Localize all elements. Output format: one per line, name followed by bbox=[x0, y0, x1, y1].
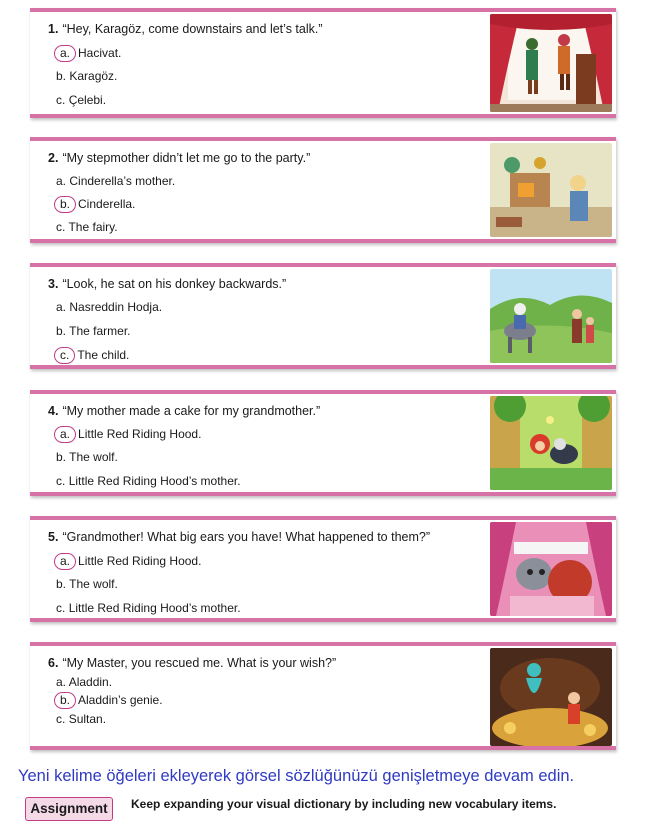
option-c[interactable] bbox=[56, 474, 241, 488]
option-b[interactable] bbox=[54, 692, 163, 709]
card-top-bar bbox=[30, 8, 616, 12]
question-quote: “Hey, Karagöz, come downstairs and let’s talk.” bbox=[62, 22, 323, 36]
option-a[interactable] bbox=[54, 45, 121, 62]
question-number: 3. bbox=[48, 277, 59, 291]
shadow-play-illustration bbox=[490, 14, 612, 112]
answer-circle: c. bbox=[54, 347, 75, 364]
option-letter: c. bbox=[56, 601, 66, 615]
option-text: The wolf. bbox=[69, 450, 118, 464]
option-letter: a. bbox=[56, 675, 67, 689]
option-letter: a. bbox=[56, 174, 67, 188]
aladdin-genie-illustration bbox=[490, 648, 612, 746]
red-riding-hood-forest-illustration bbox=[490, 396, 612, 490]
question-card-2 bbox=[30, 137, 616, 243]
option-letter: b. bbox=[56, 577, 67, 591]
question-quote: “Look, he sat on his donkey backwards.” bbox=[62, 277, 287, 291]
assignment-text: Keep expanding your visual dictionary by including new vocabulary items. bbox=[131, 797, 557, 811]
answer-circle: a. bbox=[54, 426, 76, 443]
question-number: 2. bbox=[48, 151, 59, 165]
wolf-in-bed-illustration bbox=[490, 522, 612, 616]
question-text bbox=[48, 656, 336, 671]
question-card-5 bbox=[30, 516, 616, 622]
cinderella-kitchen-illustration bbox=[490, 143, 612, 237]
answer-circle: a. bbox=[54, 45, 76, 62]
option-b[interactable] bbox=[54, 196, 135, 213]
option-text: Aladdin. bbox=[68, 675, 113, 689]
answer-circle: b. bbox=[54, 196, 76, 213]
question-text bbox=[48, 530, 430, 545]
option-text: Aladdin’s genie. bbox=[78, 693, 163, 707]
option-letter: c. bbox=[56, 220, 66, 234]
card-bottom-bar bbox=[30, 492, 616, 496]
option-letter: c. bbox=[56, 712, 66, 726]
option-text: Cinderella’s mother. bbox=[69, 174, 176, 188]
option-letter: b. bbox=[56, 324, 67, 338]
question-number: 5. bbox=[48, 530, 59, 544]
question-quote: “My Master, you rescued me. What is your wish?” bbox=[62, 656, 337, 670]
option-a[interactable] bbox=[56, 174, 175, 188]
question-text bbox=[48, 22, 323, 37]
option-text: The child. bbox=[77, 348, 130, 362]
option-letter: b. bbox=[56, 69, 67, 83]
card-top-bar bbox=[30, 642, 616, 646]
option-a[interactable] bbox=[56, 300, 162, 314]
option-text: The wolf. bbox=[69, 577, 118, 591]
option-text: Little Red Riding Hood’s mother. bbox=[68, 474, 241, 488]
card-top-bar bbox=[30, 390, 616, 394]
card-bottom-bar bbox=[30, 365, 616, 369]
question-card-3 bbox=[30, 263, 616, 369]
option-text: Cinderella. bbox=[78, 197, 136, 211]
option-text: Little Red Riding Hood. bbox=[78, 427, 202, 441]
question-number: 6. bbox=[48, 656, 59, 670]
option-text: Sultan. bbox=[68, 712, 107, 726]
option-a[interactable] bbox=[54, 553, 201, 570]
option-text: Little Red Riding Hood’s mother. bbox=[68, 601, 241, 615]
question-text bbox=[48, 404, 320, 419]
question-number: 4. bbox=[48, 404, 59, 418]
turkish-instruction: Yeni kelime öğeleri ekleyerek görsel sözlüğünüzü genişletmeye devam edin. bbox=[18, 767, 575, 785]
card-top-bar bbox=[30, 263, 616, 267]
option-a[interactable] bbox=[54, 426, 201, 443]
option-text: Karagöz. bbox=[69, 69, 118, 83]
option-b[interactable] bbox=[56, 69, 117, 83]
option-b[interactable] bbox=[56, 450, 118, 464]
option-text: The fairy. bbox=[68, 220, 118, 234]
option-letter: a. bbox=[56, 300, 67, 314]
question-number: 1. bbox=[48, 22, 59, 36]
question-text bbox=[48, 151, 310, 166]
option-c[interactable] bbox=[54, 347, 129, 364]
answer-circle: a. bbox=[54, 553, 76, 570]
hodja-donkey-illustration bbox=[490, 269, 612, 363]
card-bottom-bar bbox=[30, 114, 616, 118]
question-quote: “My stepmother didn’t let me go to the party.” bbox=[62, 151, 311, 165]
card-bottom-bar bbox=[30, 239, 616, 243]
card-top-bar bbox=[30, 137, 616, 141]
option-text: Little Red Riding Hood. bbox=[78, 554, 202, 568]
question-card-6 bbox=[30, 642, 616, 750]
option-text: Çelebi. bbox=[68, 93, 107, 107]
option-c[interactable] bbox=[56, 601, 241, 615]
option-letter: b. bbox=[56, 450, 67, 464]
option-b[interactable] bbox=[56, 324, 131, 338]
option-c[interactable] bbox=[56, 93, 106, 107]
card-bottom-bar bbox=[30, 746, 616, 750]
question-card-1 bbox=[30, 8, 616, 118]
option-text: Hacivat. bbox=[78, 46, 122, 60]
question-quote: “My mother made a cake for my grandmother.” bbox=[62, 404, 321, 418]
assignment-badge: Assignment bbox=[25, 797, 113, 821]
card-bottom-bar bbox=[30, 618, 616, 622]
question-quote: “Grandmother! What big ears you have! What happened to them?” bbox=[62, 530, 430, 544]
option-letter: c. bbox=[56, 93, 66, 107]
card-top-bar bbox=[30, 516, 616, 520]
answer-circle: b. bbox=[54, 692, 76, 709]
question-text bbox=[48, 277, 286, 292]
option-text: Nasreddin Hodja. bbox=[69, 300, 163, 314]
option-c[interactable] bbox=[56, 712, 106, 726]
option-c[interactable] bbox=[56, 220, 118, 234]
option-a[interactable] bbox=[56, 675, 112, 689]
option-b[interactable] bbox=[56, 577, 118, 591]
option-text: The farmer. bbox=[69, 324, 131, 338]
question-card-4 bbox=[30, 390, 616, 496]
option-letter: c. bbox=[56, 474, 66, 488]
